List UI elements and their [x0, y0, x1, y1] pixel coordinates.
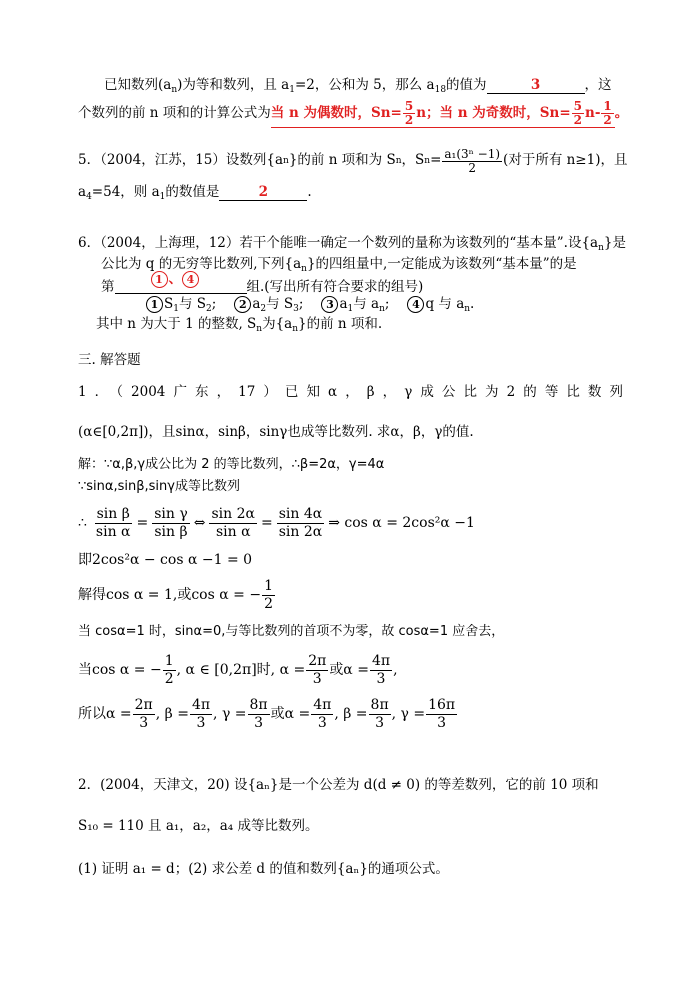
frac-den: 2 — [164, 670, 174, 687]
p1-sol2: ∵sinα,sinβ,sinγ成等比数列 — [78, 479, 240, 494]
frac-den: sin α — [95, 523, 131, 540]
q4-text: =2，公和为 5，那么 a — [294, 77, 435, 93]
q6-option-text: ; — [298, 296, 304, 312]
q4-text: 的值为 — [446, 77, 487, 93]
q6-option-text: a — [252, 296, 261, 312]
q5-answer: 2 — [219, 186, 307, 201]
fraction — [369, 697, 391, 730]
p2-line3: (1) 证明 a₁ = d；(2) 求公差 d 的值和数列{aₙ}的通项公式。 — [78, 861, 449, 877]
frac-den: 3 — [196, 714, 206, 731]
frac-den: sin β — [154, 523, 188, 540]
frac-den: 2 — [404, 113, 414, 127]
fraction — [306, 653, 328, 686]
q4-text: 已知数列(a — [104, 77, 172, 93]
fraction — [311, 697, 333, 730]
q6-line2: 公比为 q 的无穷等比数列,下列$\{a_n\}$的四组量中,一定能成为该数列“基本量”的是 — [101, 256, 577, 274]
circled-number-icon: 4 — [182, 271, 199, 288]
q6-text: 第 — [101, 278, 115, 295]
p1-sol8-text: , β = — [334, 706, 368, 722]
circled-number-icon: 1 — [146, 296, 163, 313]
frac-num: sin 2α — [211, 506, 255, 523]
frac-num: sin β — [96, 506, 130, 523]
q6-option-1: 1 $S_1$与 $S_2$; — [146, 296, 216, 314]
p1-sol8-text: , γ = — [213, 706, 247, 722]
fraction — [442, 148, 502, 174]
q6-text: 其中 n 为大于 1 的整数, S — [96, 316, 257, 332]
fraction — [277, 506, 325, 539]
q6-option-text: S — [164, 296, 174, 312]
frac-den: 2 — [468, 160, 477, 175]
circled-number-icon: 2 — [234, 296, 251, 313]
q6-option-4: 4 q 与 $a_n$. — [407, 296, 474, 314]
p1-sol8-text: 所以α = — [78, 706, 132, 722]
q6-text: }是 — [603, 235, 626, 251]
p1-sol8-text: , β = — [155, 706, 189, 722]
frac-den: 3 — [312, 670, 322, 687]
p1-sol4: 即2cos²α − cos α −1 = 0 — [78, 552, 253, 568]
p1-line1: 1．（2004广东，17）已知α，β，γ成公比为2的等比数列 — [78, 384, 623, 400]
q5-line1: 5．（2004，江苏，15）设数列{a n }的前 n 项和为 S n ，S n = $\frac{\text{a₁(3ⁿ −1)}}{2}$ (对于所有 n≥1)，且 — [78, 146, 628, 175]
p1-sol8-text: 或α = — [270, 706, 311, 722]
q6-option-text: ; — [211, 296, 217, 312]
q5-text: (对于所有 n≥1)，且 — [503, 152, 628, 169]
frac-num: 4π — [313, 697, 332, 714]
q6-option-text: . — [470, 296, 475, 312]
q4-text: )为等和数列，且 a — [177, 77, 290, 93]
frac-num: 1 — [603, 99, 612, 114]
q5-text: =54，则 a — [91, 184, 160, 200]
frac-den: 3 — [437, 714, 447, 731]
frac-den: 2 — [264, 595, 273, 612]
p2-line1: 2．(2004，天津文，20) 设{aₙ}是一个公差为 d(d ≠ 0) 的等差数列，它的前 10 项和 — [78, 777, 599, 793]
p1-line2: (α∈[0,2π])，且sinα，sinβ，sinγ也成等比数列. 求α，β，γ的值. — [78, 424, 474, 440]
q6-option-text: 与 S — [178, 296, 207, 312]
circled-number-icon: 3 — [321, 296, 338, 313]
equals: = — [136, 515, 149, 531]
fraction — [133, 697, 155, 730]
q5-line2: $a_4=54$，则 $a_1$的数值是 2 . — [78, 184, 312, 202]
q6-option-text: 与 S — [266, 296, 294, 312]
frac-num: 1 — [164, 653, 174, 670]
q4-answer1: 3 — [487, 79, 585, 94]
frac-num: 4π — [191, 697, 211, 714]
q6-option-text: q 与 a — [425, 296, 465, 312]
q5-text: . — [307, 184, 312, 200]
q5-text: = — [430, 152, 442, 169]
q6-option-text: a — [339, 296, 348, 312]
frac-den: 2 — [573, 113, 582, 127]
q6-answer-sep: 、 — [168, 270, 182, 287]
frac-den: sin 2α — [278, 523, 323, 540]
q6-options — [146, 296, 474, 314]
q6-text: 公比为 q 的无穷等比数列,下列{a — [101, 256, 302, 272]
q6-text: 组.(写出所有符合要求的组号) — [246, 278, 424, 295]
q6-option-text: 与 a — [353, 296, 380, 312]
p1-sol3 — [78, 503, 475, 543]
q4-answer2-part: n；当 n 为奇数时，Sn= — [416, 104, 571, 121]
frac-den: 3 — [254, 714, 264, 731]
equals: = — [260, 515, 273, 531]
fraction — [190, 697, 212, 730]
fraction — [426, 697, 457, 730]
q4-text: 。 — [614, 105, 629, 122]
frac-num: 8π — [370, 697, 389, 714]
frac-num: a₁(3ⁿ −1) — [444, 146, 501, 161]
q5-text: 的数值是 — [165, 184, 220, 200]
frac-num: 5 — [404, 99, 414, 114]
therefore-symbol: ∴ — [78, 515, 87, 531]
q4-answer2 — [271, 100, 615, 127]
frac-den: 3 — [317, 714, 327, 731]
q6-option-3: 3 $a_1$与 $a_n$; — [321, 296, 389, 314]
section-title: 三. 解答题 — [78, 352, 141, 368]
q6-option-2: 2 $a_2$与 $S_3$; — [234, 296, 303, 314]
q6-text: 为{a — [262, 316, 293, 332]
q4-line1: 已知数列$(a_n)$为等和数列，且 $a_1=2$，公和为 5，那么 $a_{18}$的值为 3 ，这 — [104, 77, 612, 95]
fraction — [403, 100, 415, 126]
q5-text: a — [78, 184, 87, 200]
p1-sol7-text: 当cos α = − — [78, 662, 162, 678]
frac-den: 3 — [139, 714, 149, 731]
fraction — [248, 697, 270, 730]
q4-line2 — [78, 100, 628, 128]
p1-sol5-text: 解得cos α = 1,或cos α = − — [78, 587, 262, 603]
frac-num: sin 4α — [278, 506, 323, 523]
frac-num: 4π — [371, 653, 391, 670]
q4-text: ，这 — [584, 77, 612, 93]
p1-sol7-text: , α ∈ [0,2π]时, α = — [176, 662, 306, 678]
q6-option-text: ; — [384, 296, 390, 312]
q4-text: 个数列的前 n 项和的计算公式为 — [78, 105, 271, 122]
q5-text: }的前 n 项和为 S — [288, 152, 396, 169]
frac-den: 2 — [603, 113, 612, 127]
fraction — [152, 506, 190, 539]
frac-den: sin α — [215, 523, 251, 540]
p1-sol7-text: 或α = — [329, 662, 369, 678]
frac-num: 1 — [264, 578, 273, 595]
iff-symbol: ⇔ — [193, 515, 206, 531]
p1-sol7 — [78, 650, 398, 690]
p1-sol8-text: , γ = — [391, 706, 426, 722]
p2-line2: S₁₀ = 110 且 a₁，a₂，a₄ 成等比数列。 — [78, 818, 319, 834]
fraction — [209, 506, 257, 539]
frac-num: 2π — [134, 697, 153, 714]
fraction — [572, 100, 584, 126]
frac-num: 5 — [573, 99, 582, 114]
q6-answer — [115, 270, 247, 294]
q4-answer2-part: 当 n 为偶数时，Sn= — [270, 104, 402, 121]
q5-text: 5．（2004，江苏，15）设数列{a — [78, 152, 284, 169]
fraction — [262, 578, 275, 611]
q6-text: 6．（2004，上海理，12）若干个能唯一确定一个数列的量称为该数列的“基本量”.设{a — [78, 235, 599, 251]
frac-num: 16π — [428, 697, 456, 714]
q6-line3 — [101, 270, 424, 295]
p1-sol1: 解：∵α,β,γ成公比为 2 的等比数列，∴β=2α，γ=4α — [78, 457, 385, 472]
q6-note: 其中 n 为大于 1 的整数, $S_n$为$\{a_n\}$的前 n 项和. — [96, 316, 383, 334]
circled-number-icon: 1 — [151, 271, 168, 288]
frac-num: 2π — [308, 653, 327, 670]
q6-text: }的前 n 项和. — [298, 316, 383, 332]
frac-num: sin γ — [154, 506, 188, 523]
q4-answer2-part: n- — [585, 104, 601, 121]
fraction — [601, 100, 613, 126]
p1-sol7-text: , — [393, 662, 398, 678]
p1-sol5 — [78, 575, 276, 615]
q6-text: }的四组量中,一定能成为该数列“基本量”的是 — [306, 256, 577, 272]
q6-line1: 6．（2004，上海理，12）若干个能唯一确定一个数列的量称为该数列的“基本量”.设$\{a_n\}$是 — [78, 235, 626, 253]
fraction — [163, 653, 176, 686]
frac-den: 3 — [375, 714, 385, 731]
frac-den: 3 — [376, 670, 386, 687]
fraction — [94, 506, 133, 539]
frac-num: 8π — [249, 697, 268, 714]
p1-sol8 — [78, 694, 458, 734]
fraction — [370, 653, 392, 686]
p1-sol6: 当 cosα=1 时，sinα=0,与等比数列的首项不为零，故 cosα=1 应舍去， — [78, 624, 505, 639]
q5-text: ，S — [401, 152, 425, 169]
circled-number-icon: 4 — [407, 296, 424, 313]
p1-sol3-tail: ⇒ cos α = 2cos²α −1 — [328, 515, 475, 531]
